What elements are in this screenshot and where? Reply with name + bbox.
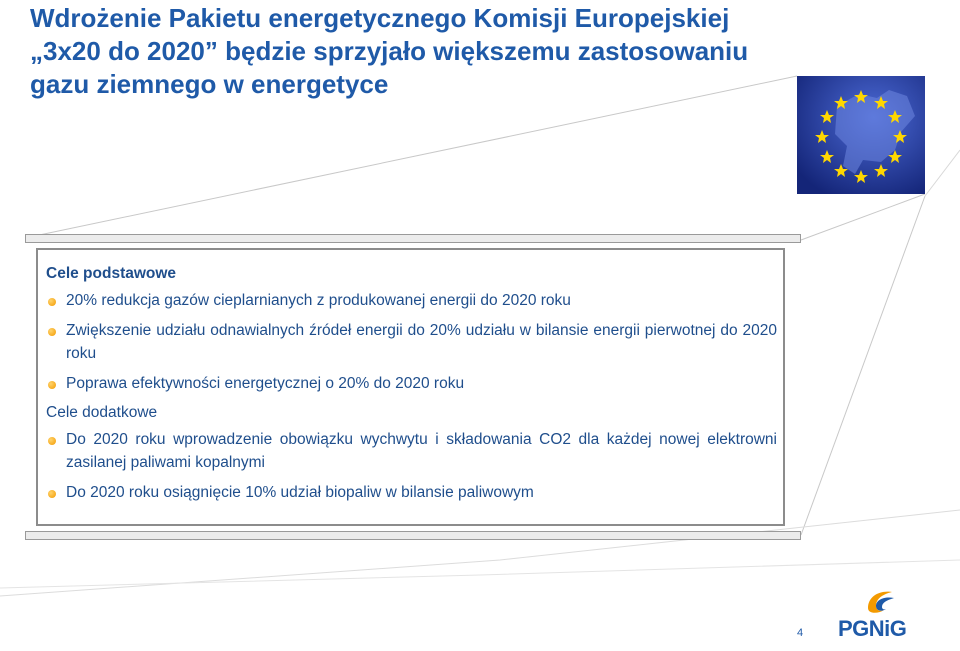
goals-panel — [36, 248, 785, 526]
list-item-text: Poprawa efektywności energetycznej o 20% do 2020 roku — [66, 375, 465, 392]
bullet-icon — [48, 437, 56, 445]
bullet-icon — [48, 328, 56, 336]
list-item — [46, 481, 777, 504]
eu-flag-icon — [797, 76, 925, 194]
bullet-icon — [48, 490, 56, 498]
frame-bottom-bar — [25, 531, 801, 540]
primary-goals-heading: Cele podstawowe — [46, 265, 177, 282]
bullet-icon — [48, 381, 56, 389]
list-item-text: Do 2020 roku wprowadzenie obowiązku wychwytu i składowania CO2 dla każdej nowej elektrowni zasilanej paliwami kopalnymi — [66, 431, 777, 471]
additional-goals-list — [46, 428, 777, 504]
frame-top-bar — [25, 234, 801, 243]
list-item — [46, 428, 777, 474]
list-item-text: Zwiększenie udziału odnawialnych źródeł energii do 20% udziału w bilansie energii pierwotnej do 2020 roku — [66, 322, 777, 362]
list-item-text: 20% redukcja gazów cieplarnianych z produkowanej energii do 2020 roku — [66, 292, 571, 309]
pgnig-flame-icon — [862, 586, 902, 616]
list-item-text: Do 2020 roku osiągnięcie 10% udział biopaliw w bilansie paliwowym — [66, 484, 534, 501]
list-item — [46, 319, 777, 365]
pgnig-logo: PGNiG — [838, 616, 907, 641]
list-item — [46, 372, 777, 395]
page-title: Wdrożenie Pakietu energetycznego Komisji Europejskiej „3x20 do 2020” będzie sprzyjało większemu zastosowaniu gazu ziemnego w energetyce — [30, 3, 749, 99]
primary-goals-list — [46, 289, 777, 395]
list-item — [46, 289, 777, 312]
additional-goals-heading: Cele dodatkowe — [46, 404, 158, 421]
bullet-icon — [48, 298, 56, 306]
page-number: 4 — [797, 627, 804, 639]
